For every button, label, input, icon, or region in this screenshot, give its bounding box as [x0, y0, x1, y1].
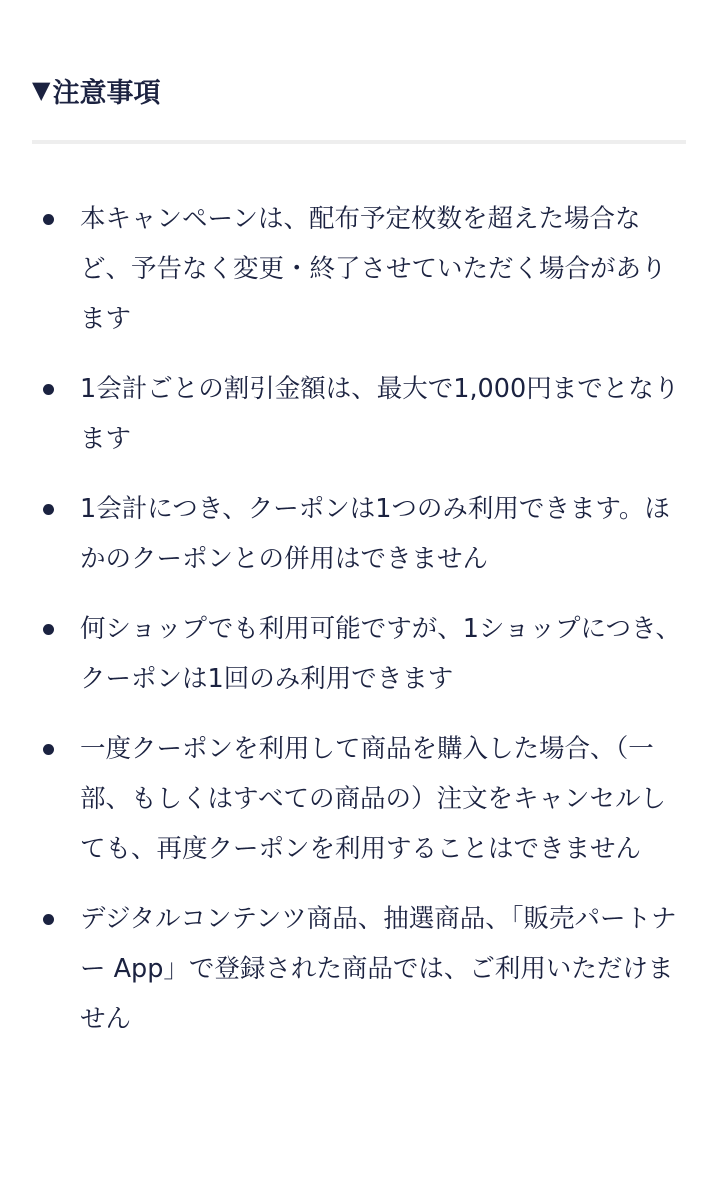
bullet-icon [43, 624, 54, 635]
bullet-icon [43, 914, 54, 925]
list-item [0, 604, 711, 704]
list-item-text: 1会計ごとの割引金額は、最大で1,000円までとなります [80, 374, 680, 454]
notice-title: 注意事項 [52, 77, 161, 109]
list-item [0, 724, 711, 874]
list-item-text: 何ショップでも利用可能ですが、1ショップにつき、クーポンは1回のみ利用できます [80, 614, 681, 694]
list-item [0, 364, 711, 464]
divider [32, 140, 686, 144]
triangle-down-icon: ▼ [32, 76, 51, 104]
bullet-icon [43, 744, 54, 755]
list-item-text: 1会計につき、クーポンは1つのみ利用できます。ほかのクーポンとの併用はできません [80, 494, 670, 574]
list-item-text: デジタルコンテンツ商品、抽選商品、「販売パートナー App」で登録された商品では、ご利用いただけません [80, 904, 677, 1034]
list-item [0, 484, 711, 584]
bullet-icon [43, 504, 54, 515]
bullet-icon [43, 384, 54, 395]
list-item-text: 一度クーポンを利用して商品を購入した場合、（一部、もしくはすべての商品の）注文をキャンセルしても、再度クーポンを利用することはできません [80, 734, 666, 864]
list-item [0, 894, 711, 1044]
bullet-icon [43, 214, 54, 225]
list-item-text: 本キャンペーンは、配布予定枚数を超えた場合など、予告なく変更・終了させていただく場合があります [80, 204, 667, 334]
notice-heading[interactable] [32, 70, 160, 110]
notice-list [0, 194, 711, 1064]
list-item [0, 194, 711, 344]
